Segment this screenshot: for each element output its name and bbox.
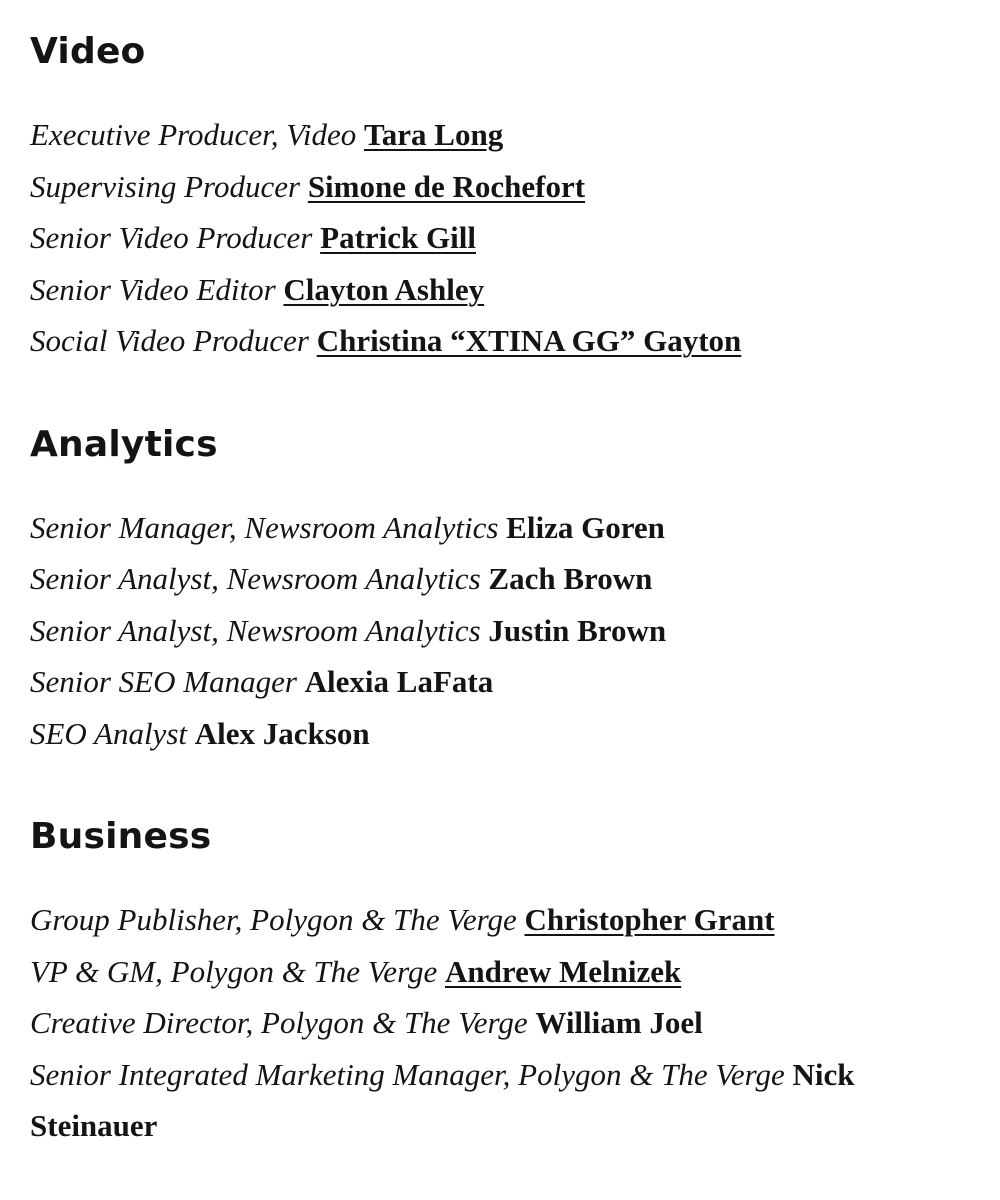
role-label: Senior Analyst, Newsroom Analytics xyxy=(30,612,481,648)
role-label: SEO Analyst xyxy=(30,715,187,751)
section-video xyxy=(30,28,970,367)
person-name: Nick Steinauer xyxy=(30,1056,855,1143)
credit-row xyxy=(30,997,970,1049)
credit-row xyxy=(30,212,970,264)
person-link[interactable]: Simone de Rochefort xyxy=(307,168,586,204)
person-link[interactable]: Patrick Gill xyxy=(320,220,476,255)
credit-row xyxy=(30,264,970,316)
role-label: Creative Director, Polygon & The Verge xyxy=(30,1005,528,1040)
role-label: Supervising Producer xyxy=(30,168,301,204)
role-label: Senior Analyst, Newsroom Analytics xyxy=(30,561,481,596)
credit-row xyxy=(30,946,970,998)
person-link[interactable]: Tara Long xyxy=(363,117,504,152)
credit-row xyxy=(30,708,970,760)
person-name: Zach Brown xyxy=(488,561,653,596)
role-label: VP & GM, Polygon & The Verge xyxy=(30,953,438,989)
credit-row xyxy=(30,553,970,605)
person-name: Eliza Goren xyxy=(506,509,665,545)
credit-row xyxy=(30,315,970,367)
person-name: William Joel xyxy=(535,1005,703,1040)
role-label: Social Video Producer xyxy=(30,323,309,358)
role-label: Senior SEO Manager xyxy=(30,664,297,699)
credit-row xyxy=(30,605,970,657)
section-heading: Analytics xyxy=(30,423,218,465)
person-link[interactable]: Christina “XTINA GG” Gayton xyxy=(316,323,742,358)
person-name: Alex Jackson xyxy=(194,715,370,751)
role-label: Senior Integrated Marketing Manager, Polygon & The Verge xyxy=(30,1056,785,1092)
credit-row xyxy=(30,109,970,161)
credit-row xyxy=(30,656,970,708)
section-heading: Business xyxy=(30,816,212,857)
person-link[interactable]: Clayton Ashley xyxy=(283,271,485,307)
role-label: Group Publisher, Polygon & The Verge xyxy=(30,902,517,937)
role-label: Executive Producer, Video xyxy=(30,117,357,152)
person-name: Justin Brown xyxy=(488,612,667,648)
person-link[interactable]: Christopher Grant xyxy=(524,902,775,937)
credit-row xyxy=(30,161,970,213)
role-label: Senior Video Editor xyxy=(30,271,276,307)
section-heading: Video xyxy=(30,31,146,72)
credit-row xyxy=(30,1049,970,1152)
credit-row xyxy=(30,502,970,554)
credit-row xyxy=(30,894,970,946)
role-label: Senior Video Producer xyxy=(30,220,313,255)
section-business xyxy=(30,813,970,1152)
section-analytics xyxy=(30,421,970,760)
role-label: Senior Manager, Newsroom Analytics xyxy=(30,509,499,545)
person-name: Alexia LaFata xyxy=(304,664,494,699)
person-link[interactable]: Andrew Melnizek xyxy=(445,953,682,989)
